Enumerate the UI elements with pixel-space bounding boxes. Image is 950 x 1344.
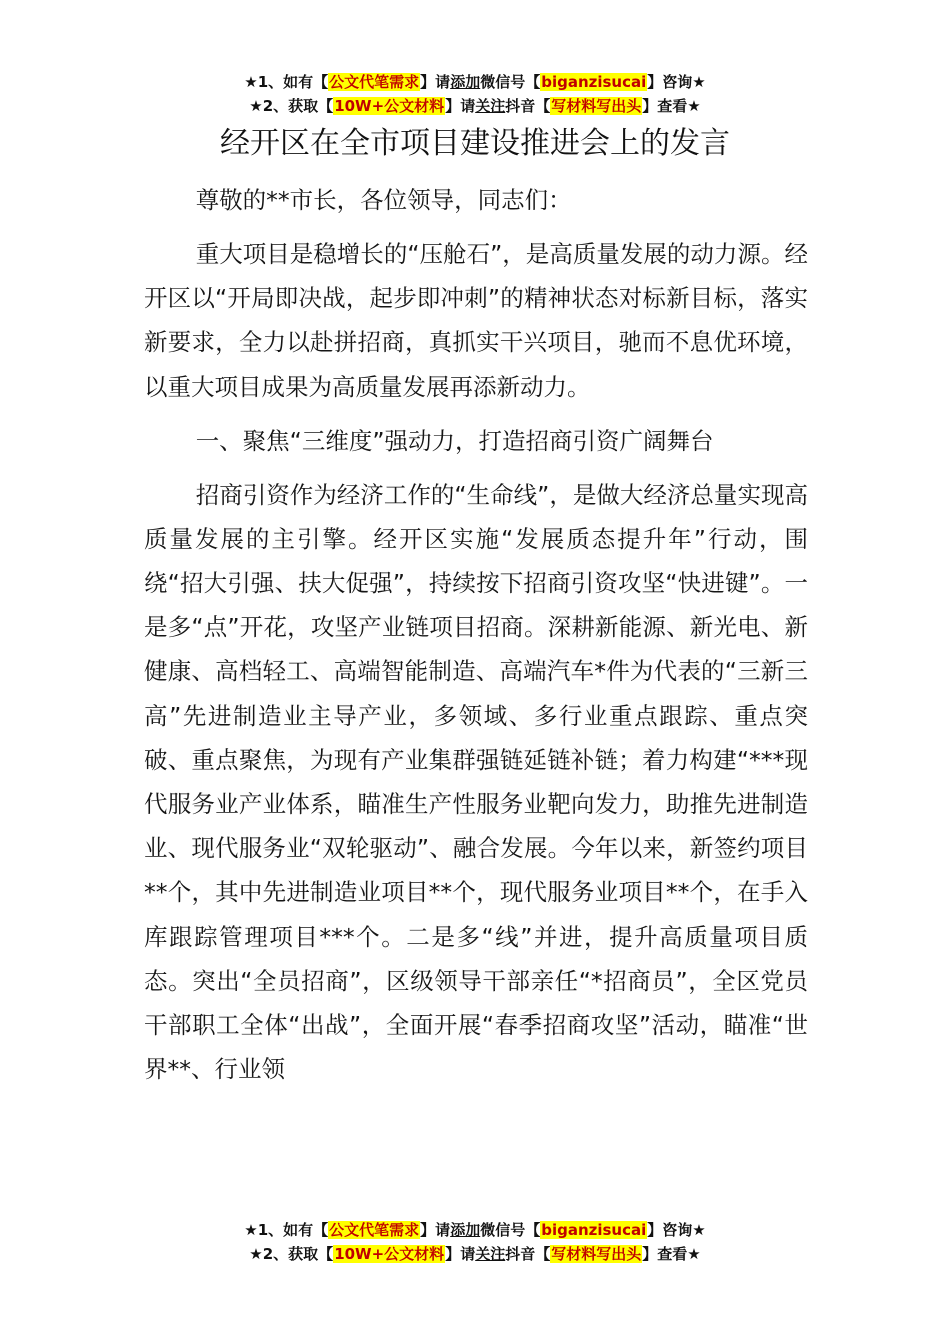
banner-highlight: 公文代笔需求 — [329, 1221, 420, 1239]
banner-line-2 — [0, 1242, 950, 1266]
banner-text: ★1、如有【 — [244, 73, 329, 91]
header-banner — [0, 70, 950, 118]
banner-highlight: 10W+公文材料 — [334, 1245, 445, 1263]
banner-text: 抖音【 — [505, 97, 551, 115]
banner-text: ★2、获取【 — [249, 97, 334, 115]
banner-underlined-text: 关注 — [475, 97, 506, 115]
banner-text: 抖音【 — [505, 1245, 551, 1263]
banner-underlined-text: 添加 — [450, 1221, 481, 1239]
paragraph-intro: 重大项目是稳增长的“压舱石”，是高质量发展的动力源。经开区以“开局即决战，起步即冲刺”的精神状态对标新目标，落实新要求，全力以赴拼招商，真抓实干兴项目，驰而不息优环境，以重大项目成果为高质量发展再添新动力。 — [144, 240, 808, 401]
banner-underlined-text: 关注 — [475, 1245, 506, 1263]
banner-text: ★1、如有【 — [244, 1221, 329, 1239]
banner-highlight: 写材料写出头 — [551, 97, 642, 115]
banner-text: 】咨询★ — [647, 73, 706, 91]
document-body — [144, 178, 808, 1101]
banner-text: 】请 — [420, 1221, 451, 1239]
banner-highlight: 10W+公文材料 — [334, 97, 445, 115]
paragraph-investment: 招商引资作为经济工作的“生命线”，是做大经济总量实现高质量发展的主引擎。经开区实施“发展质态提升年”行动，围绕“招大引强、扶大促强”，持续按下招商引资攻坚“快进键”。一是多“点”开花，攻坚产业链项目招商。深耕新能源、新光电、新健康、高档轻工、高端智能制造、高端汽车*件为代表的“三新三高”先进制造业主导产业，多领域、多行业重点跟踪、重点突破、重点聚焦，为现有产业集群强链延链补链；着力构建“***现代服务业产业体系，瞄准生产性服务业靶向发力，助推先进制造业、现代服务业“双轮驱动”、融合发展。今年以来，新签约项目**个，其中先进制造业项目**个，现代服务业项目**个，在手入库跟踪管理项目***个。二是多“线”并进，提升高质量项目质态。突出“全员招商”，区级领导干部亲任“*招商员”，全区党员干部职工全体“出战”，全面开展“春季招商攻坚”活动，瞄准“世界**、行业领 — [144, 480, 808, 1084]
banner-text: 】请 — [445, 97, 476, 115]
banner-text: ★2、获取【 — [249, 1245, 334, 1263]
banner-text: 】请 — [420, 73, 451, 91]
banner-text: 】请 — [445, 1245, 476, 1263]
banner-highlight: biganzisucai — [541, 1221, 647, 1239]
banner-text: 】查看★ — [642, 1245, 701, 1263]
banner-line-1 — [0, 70, 950, 94]
banner-text: 】查看★ — [642, 97, 701, 115]
document-title: 经开区在全市项目建设推进会上的发言 — [220, 126, 730, 161]
banner-text: 微信号【 — [480, 1221, 541, 1239]
banner-highlight: 写材料写出头 — [551, 1245, 642, 1263]
banner-line-2 — [0, 94, 950, 118]
banner-text: 】咨询★ — [647, 1221, 706, 1239]
section-heading: 一、聚焦“三维度”强动力，打造招商引资广阔舞台 — [195, 426, 714, 455]
banner-highlight: 公文代笔需求 — [329, 73, 420, 91]
banner-line-1 — [0, 1218, 950, 1242]
banner-underlined-text: 添加 — [450, 73, 481, 91]
footer-banner — [0, 1218, 950, 1266]
banner-highlight: biganzisucai — [541, 73, 647, 91]
salutation: 尊敬的**市长，各位领导，同志们： — [195, 186, 572, 214]
banner-text: 微信号【 — [480, 73, 541, 91]
